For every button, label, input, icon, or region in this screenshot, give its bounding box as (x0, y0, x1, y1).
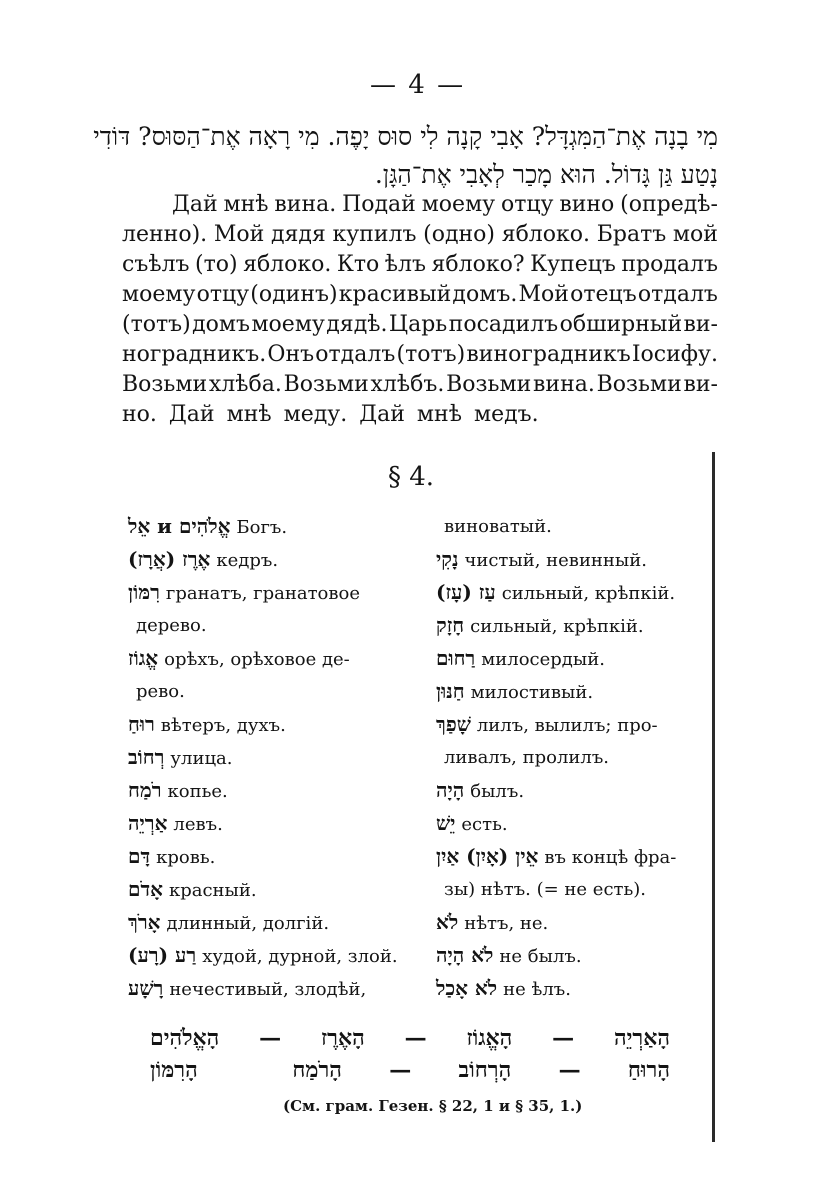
russian-gloss: въ концѣ фра- (544, 847, 677, 868)
russian-gloss: улица. (170, 748, 233, 769)
vocab-entry (436, 939, 708, 972)
vocab-entry (128, 873, 396, 906)
hebrew-word: רַחוּם (436, 646, 476, 670)
russian-gloss: нѣтъ, не. (464, 913, 549, 934)
example-word: הָרֹמַח (292, 1057, 342, 1083)
russian-word: моему (421, 192, 496, 217)
hebrew-word: אֱלֹהִים и אֵל (128, 514, 231, 538)
russian-gloss: лилъ, вылилъ; про- (476, 715, 658, 736)
hebrew-word: חָזָק (436, 613, 465, 637)
hebrew-word: לֹא (436, 910, 459, 934)
vocab-entry (128, 741, 396, 774)
russian-word: медъ. (473, 402, 539, 427)
russian-word: отецъ (570, 282, 637, 307)
russian-line (122, 400, 718, 430)
hebrew-word: רִמּוֹן (128, 580, 160, 604)
example-line (150, 1054, 670, 1086)
russian-word: вина. (274, 192, 337, 217)
russian-word: (опредѣ- (620, 192, 718, 217)
russian-gloss: не былъ. (499, 946, 582, 967)
hebrew-word: אֱגוֹז (128, 646, 159, 670)
russian-line (122, 370, 718, 400)
example-word: הָרִמּוֹן (150, 1057, 198, 1083)
russian-word: отцу (500, 192, 554, 217)
russian-gloss: гранатъ, гранатовое (165, 583, 361, 604)
russian-word: (то) (195, 252, 238, 277)
russian-word: Купецъ (530, 252, 616, 277)
hebrew-paragraph (93, 118, 718, 194)
russian-gloss: левъ. (173, 814, 223, 835)
russian-word: купилъ (332, 222, 417, 247)
russian-word: Братъ (596, 222, 667, 247)
russian-gloss: зы) нѣтъ. (= не есть). (444, 879, 647, 900)
russian-gloss: милостивый. (470, 682, 594, 703)
russian-word: ленно). (122, 222, 208, 247)
russian-word: отцу (196, 282, 250, 307)
russian-word: Дай (168, 402, 215, 427)
russian-word: ви- (683, 312, 718, 337)
russian-word: Кто (336, 252, 380, 277)
hebrew-word: רָשָׁע (128, 976, 164, 1000)
russian-line (122, 340, 718, 370)
russian-word: меду. (283, 402, 348, 427)
vocab-column-right (436, 510, 708, 1005)
hebrew-word: הָיָה (436, 778, 465, 802)
russian-gloss: чистый, невинный. (464, 550, 647, 571)
dash: — (404, 1025, 427, 1051)
russian-word: продалъ (621, 252, 718, 277)
hebrew-word: רֹמַח (128, 778, 162, 802)
russian-word: мнѣ (226, 402, 272, 427)
hebrew-word: עַז (עָז) (436, 580, 496, 604)
russian-paragraph (122, 190, 718, 430)
hebrew-word: אֵין (אָיִן) אַיִן (436, 844, 539, 868)
vocab-entry (128, 939, 396, 972)
russian-gloss: кровь. (156, 847, 216, 868)
vocab-entry (128, 609, 396, 642)
hebrew-line: נָטַע גַּן גָּדוֹל. הוּא מָכַר לְאָבִי אֶת־הַגָּן. (374, 160, 718, 189)
russian-gloss: вѣтеръ, духъ. (160, 715, 286, 736)
vocab-entry (128, 708, 396, 741)
russian-word: яблоко. (243, 252, 332, 277)
russian-word: посадилъ (448, 312, 559, 337)
russian-gloss: ливалъ, пролилъ. (444, 747, 610, 768)
vocab-entry (128, 906, 396, 939)
russian-gloss: виноватый. (444, 516, 552, 537)
dash: — (552, 1025, 575, 1051)
russian-gloss: есть. (461, 814, 508, 835)
vocab-entry (436, 609, 708, 642)
page-number: — 4 — (370, 70, 466, 100)
hebrew-word: שָׁפַךְ (436, 712, 471, 736)
vocab-entry (128, 642, 396, 675)
russian-word: дядѣ. (326, 312, 388, 337)
russian-line (122, 250, 718, 280)
vocab-entry (436, 807, 708, 840)
margin-rule (712, 452, 715, 1142)
hebrew-word: רוּחַ (128, 712, 155, 736)
example-line (150, 1022, 670, 1054)
russian-word: но. (122, 402, 157, 427)
russian-line (122, 310, 718, 340)
russian-gloss: дерево. (136, 615, 207, 636)
russian-gloss: нечестивый, злодѣй, (169, 979, 367, 1000)
vocab-entry (128, 576, 396, 609)
russian-gloss: милосердый. (481, 649, 605, 670)
hebrew-word: רַע (רָע) (128, 943, 197, 967)
russian-word: отдалъ (315, 342, 396, 367)
dash: — (389, 1057, 412, 1083)
russian-word: хлѣба. (208, 372, 282, 397)
hebrew-line: מִי בָנָה אֶת־הַמִּגְדָּל? אָבִי קָנָה לִי סוּס יָפֶה. מִי רָאָה אֶת־הַסּוּס? דּוֹדִי (93, 122, 718, 151)
vocab-entry (128, 807, 396, 840)
russian-word: съѣлъ (122, 252, 190, 277)
vocab-entry (128, 510, 396, 543)
russian-word: яблоко. (501, 222, 591, 247)
russian-gloss: худой, дурной, злой. (202, 946, 398, 967)
vocab-entry (436, 708, 708, 741)
russian-word: Мой (518, 282, 569, 307)
vocab-entry (128, 972, 396, 1005)
russian-word: Возьми (596, 372, 682, 397)
russian-word: Онъ (267, 342, 315, 367)
russian-word: Подай (342, 192, 416, 217)
russian-gloss: рево. (136, 681, 185, 702)
section-title: § 4. (388, 462, 435, 492)
article-examples (150, 1022, 670, 1086)
russian-word: Дай (172, 192, 218, 217)
vocab-entry (436, 675, 708, 708)
russian-word: домъ. (452, 282, 518, 307)
russian-word: ви- (683, 372, 718, 397)
russian-word: вино (559, 192, 615, 217)
hebrew-word: דָּם (128, 844, 151, 868)
hebrew-word: חַנּוּן (436, 679, 465, 703)
russian-word: Дай (359, 402, 405, 427)
example-word: הָאַרְיֵה (613, 1025, 670, 1051)
vocab-entry (436, 840, 708, 873)
vocab-entry (436, 972, 708, 1005)
example-word: הָאֱלֹהִים (150, 1025, 220, 1051)
russian-word: красивый (338, 282, 452, 307)
russian-gloss: былъ. (470, 781, 525, 802)
vocab-entry (128, 840, 396, 873)
russian-word: (тотъ) (122, 312, 191, 337)
russian-word: отдалъ (637, 282, 718, 307)
vocab-entry (436, 906, 708, 939)
russian-word: хлѣбъ. (370, 372, 445, 397)
russian-word: Возьми (283, 372, 369, 397)
dash: — (558, 1057, 581, 1083)
russian-gloss: орѣхъ, орѣховое де- (164, 649, 350, 670)
hebrew-word: לֹא הָיָה (436, 943, 494, 967)
russian-gloss: длинный, долгій. (166, 913, 330, 934)
vocab-entry (128, 543, 396, 576)
example-word: הָאֶרֶז (321, 1025, 365, 1051)
russian-word: (тотъ) (396, 342, 466, 367)
russian-word: виноградникъ (466, 342, 631, 367)
russian-gloss: не ѣлъ. (503, 979, 571, 1000)
hebrew-word: אָדֹם (128, 877, 163, 901)
vocab-entry (436, 576, 708, 609)
example-word: הָרוּחַ (627, 1057, 670, 1083)
example-word: הָרְחוֹב (458, 1057, 512, 1083)
vocab-entry (128, 774, 396, 807)
russian-word: обширный (559, 312, 683, 337)
hebrew-word: אָרֹךְ (128, 910, 161, 934)
russian-line (122, 280, 718, 310)
russian-line (122, 220, 718, 250)
russian-word: мнѣ (416, 402, 462, 427)
russian-gloss: красный. (168, 880, 257, 901)
russian-gloss: Богъ. (236, 517, 288, 538)
grammar-reference: (См. грам. Гезен. § 22, 1 и § 35, 1.) (283, 1097, 583, 1115)
vocab-entry (436, 741, 708, 774)
russian-word: Возьми (446, 372, 532, 397)
russian-word: ѣлъ (384, 252, 427, 277)
hebrew-word: נָקִי (436, 547, 459, 571)
vocab-entry (436, 510, 708, 543)
hebrew-word: אֶרֶז (אֲרָז) (128, 547, 211, 571)
russian-word: (одно) (423, 222, 496, 247)
russian-word: ноградникъ. (122, 342, 267, 367)
russian-gloss: сильный, крѣпкій. (470, 616, 644, 637)
russian-gloss: кедръ. (216, 550, 279, 571)
hebrew-word: אַרְיֵה (128, 811, 168, 835)
russian-word: Мой (213, 222, 265, 247)
vocab-entry (436, 543, 708, 576)
russian-word: (одинъ) (250, 282, 338, 307)
russian-word: Іосифу. (631, 342, 718, 367)
russian-word: моему (122, 282, 196, 307)
vocab-entry (436, 642, 708, 675)
russian-line (122, 190, 718, 220)
russian-word: Возьми (122, 372, 208, 397)
hebrew-word: לֹא אָכַל (436, 976, 498, 1000)
vocab-column-left (128, 510, 396, 1005)
russian-gloss: копье. (167, 781, 228, 802)
russian-word: домъ (192, 312, 251, 337)
hebrew-word: רְחוֹב (128, 745, 165, 769)
hebrew-word: יֵשׁ (436, 811, 456, 835)
russian-word: Царь (388, 312, 448, 337)
example-word: הָאֱגוֹז (466, 1025, 513, 1051)
vocab-entry (128, 675, 396, 708)
russian-word: моему (251, 312, 325, 337)
vocab-entry (436, 873, 708, 906)
russian-word: яблоко? (431, 252, 525, 277)
russian-word: вина. (533, 372, 595, 397)
russian-gloss: сильный, крѣпкій. (501, 583, 676, 604)
russian-word: дядя (270, 222, 326, 247)
russian-word: мой (672, 222, 718, 247)
russian-word: мнѣ (223, 192, 269, 217)
vocab-entry (436, 774, 708, 807)
dash: — (259, 1025, 282, 1051)
